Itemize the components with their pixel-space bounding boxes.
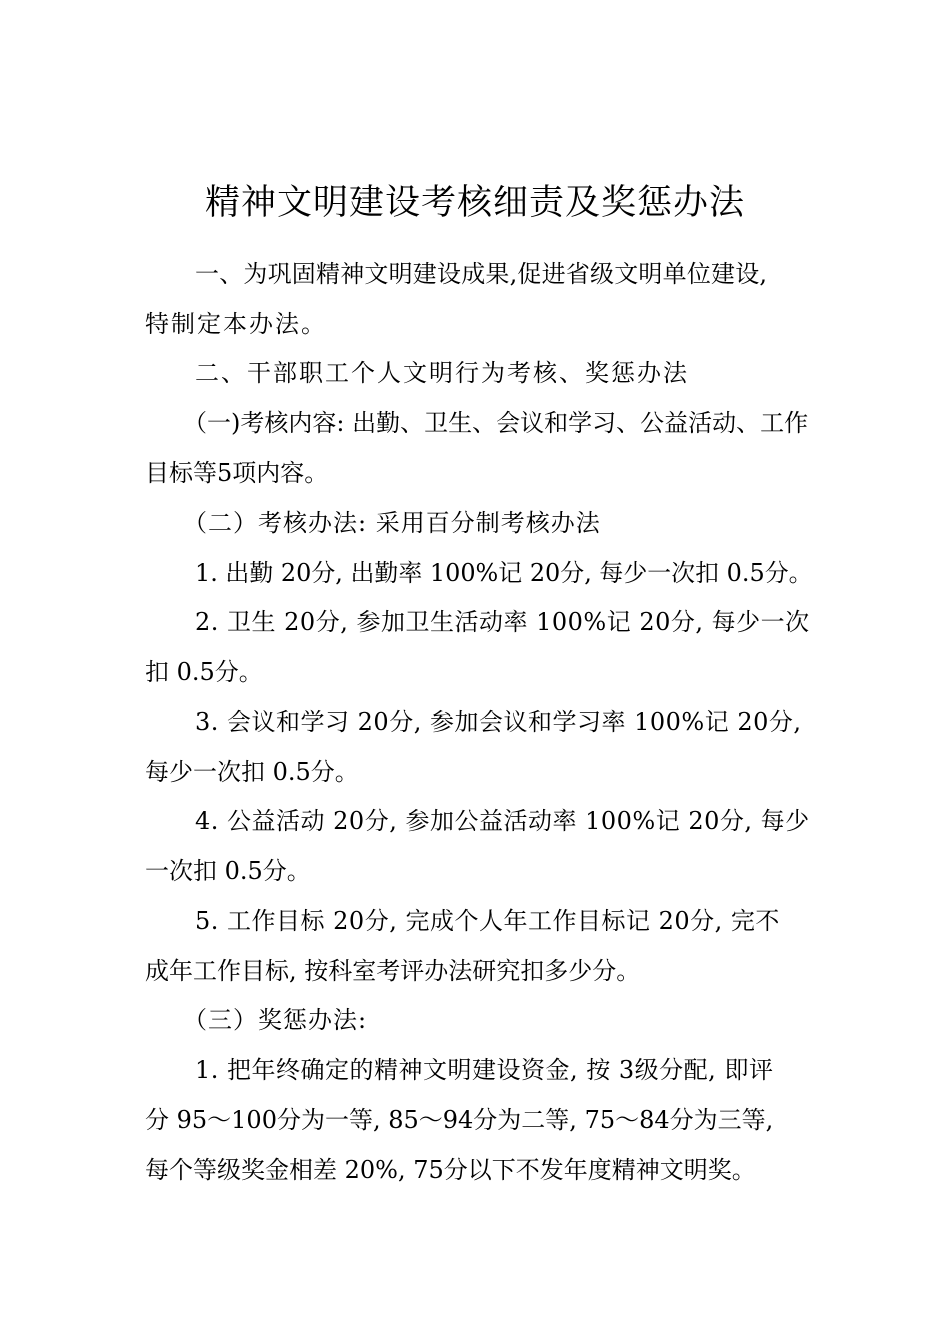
paragraph-line: 二、干部职工个人文明行为考核、奖惩办法 — [195, 359, 689, 387]
paragraph-line: 一、为巩固精神文明建设成果,促进省级文明单位建设, — [195, 260, 768, 288]
paragraph-line: 扣 0.5分。 — [145, 658, 263, 686]
paragraph-line: 特制定本办法。 — [145, 310, 327, 338]
paragraph-line: 3. 会议和学习 20分, 参加会议和学习率 100%记 20分, — [195, 708, 802, 736]
paragraph-line: （一)考核内容: 出勤、卫生、会议和学习、公益活动、工作 — [183, 409, 809, 437]
paragraph-line: 分 95～100分为一等, 85～94分为二等, 75～84分为三等, — [145, 1106, 774, 1134]
paragraph-line: （二）考核办法: 采用百分制考核办法 — [183, 509, 601, 537]
paragraph-line: 目标等5项内容。 — [145, 459, 329, 487]
paragraph-line: 5. 工作目标 20分, 完成个人年工作目标记 20分, 完不 — [195, 907, 780, 935]
paragraph-line: 4. 公益活动 20分, 参加公益活动率 100%记 20分, 每少 — [195, 807, 810, 835]
paragraph-line: 1. 出勤 20分, 出勤率 100%记 20分, 每少一次扣 0.5分。 — [195, 559, 813, 587]
paragraph-line: 每个等级奖金相差 20%, 75分以下不发年度精神文明奖。 — [145, 1156, 756, 1184]
document-title: 精神文明建设考核细责及奖惩办法 — [204, 183, 745, 223]
paragraph-line: （三）奖惩办法: — [183, 1006, 368, 1034]
paragraph-line: 1. 把年终确定的精神文明建设资金, 按 3级分配, 即评 — [195, 1056, 774, 1084]
paragraph-line: 一次扣 0.5分。 — [145, 857, 311, 885]
paragraph-line: 2. 卫生 20分, 参加卫生活动率 100%记 20分, 每少一次 — [195, 608, 810, 636]
paragraph-line: 每少一次扣 0.5分。 — [145, 758, 359, 786]
paragraph-line: 成年工作目标, 按科室考评办法研究扣多少分。 — [145, 957, 641, 985]
